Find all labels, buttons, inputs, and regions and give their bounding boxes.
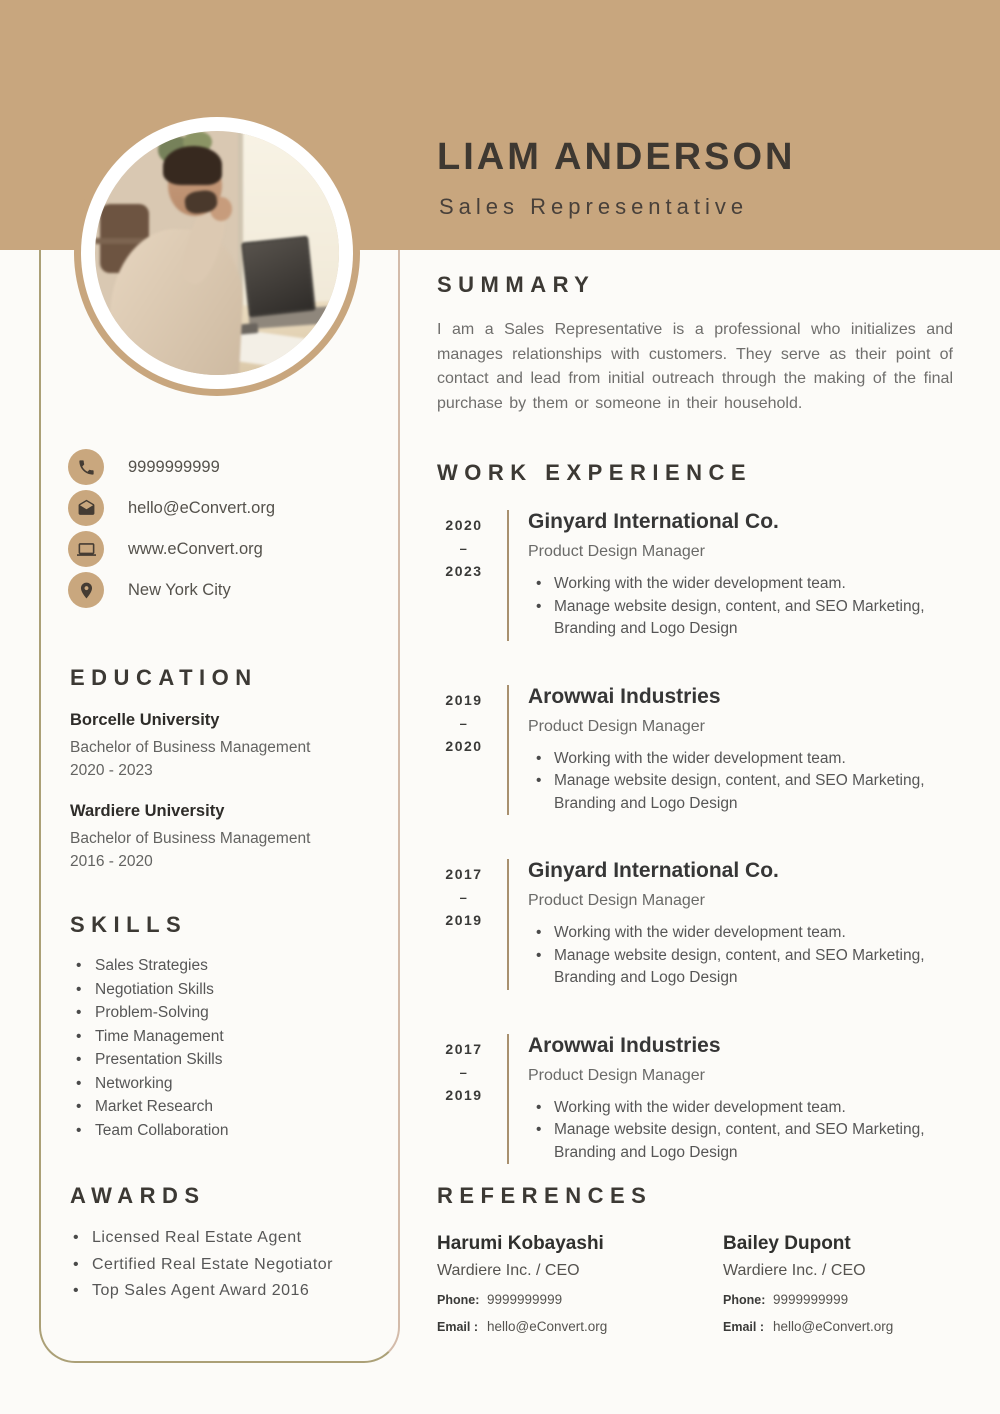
experience-entry — [437, 859, 953, 990]
skills-section — [70, 912, 370, 1142]
experience-body — [509, 859, 948, 990]
experience-date-dash: – — [459, 1064, 469, 1080]
reference-phone-row — [723, 1292, 1000, 1307]
reference-email-row — [723, 1319, 1000, 1334]
awards-heading: AWARDS — [70, 1183, 206, 1208]
phone-icon — [68, 449, 104, 485]
skill-item: • Presentation Skills — [70, 1048, 370, 1072]
awards-section — [70, 1183, 380, 1305]
experience-end-year: 2023 — [445, 563, 483, 579]
experience-date-dash: – — [459, 890, 469, 905]
reference-name: Bailey Dupont — [723, 1233, 851, 1254]
experience-body — [509, 1034, 948, 1165]
experience-bullet: • Manage website design, content, and SEO Marketing, Branding and Logo Design — [528, 945, 929, 990]
work-experience-heading: WORK EXPERIENCE — [437, 460, 753, 485]
contact-location-text: New York City — [128, 580, 231, 599]
reference-card — [437, 1233, 723, 1334]
reference-email-value: hello@eConvert.org — [773, 1319, 894, 1334]
experience-start-year: 2020 — [445, 517, 483, 533]
reference-name: Harumi Kobayashi — [437, 1233, 604, 1254]
experience-entry — [437, 1034, 953, 1165]
education-section — [70, 665, 370, 873]
references-section — [437, 1183, 953, 1334]
reference-email-row — [437, 1319, 723, 1334]
experience-bullet: • Working with the wider development team. — [528, 1097, 929, 1120]
reference-email-value: hello@eConvert.org — [487, 1319, 608, 1334]
experience-end-year: 2020 — [445, 737, 483, 754]
contact-website-text: www.eConvert.org — [128, 539, 263, 558]
experience-start-year: 2019 — [445, 691, 483, 708]
work-experience-entries — [437, 510, 953, 1164]
experience-bullet: • Manage website design, content, and SEO Marketing, Branding and Logo Design — [528, 596, 929, 641]
contact-row-phone — [68, 449, 275, 485]
experience-end-year: 2019 — [445, 1086, 483, 1103]
experience-bullet: • Working with the wider development team. — [528, 922, 929, 945]
experience-dates — [437, 1034, 491, 1165]
experience-bullets — [528, 922, 948, 990]
experience-bullet: • Working with the wider development team. — [528, 748, 929, 771]
education-entry — [70, 802, 370, 873]
reference-phone-value: 9999999999 — [773, 1292, 849, 1307]
skill-item: • Market Research — [70, 1095, 370, 1119]
contact-email-text: hello@eConvert.org — [128, 498, 275, 517]
school-years: 2020 - 2023 — [70, 762, 153, 779]
experience-role: Product Design Manager — [528, 717, 705, 735]
profile-photo-scene — [95, 131, 339, 375]
skills-list — [70, 954, 370, 1142]
skill-item: • Problem-Solving — [70, 1001, 370, 1025]
award-item: • Certified Real Estate Negotiator — [70, 1252, 380, 1279]
summary-heading: SUMMARY — [437, 272, 596, 297]
skill-item: • Negotiation Skills — [70, 978, 370, 1002]
experience-bullet: • Manage website design, content, and SEO Marketing, Branding and Logo Design — [528, 770, 929, 815]
email-icon — [68, 490, 104, 526]
person-job-title: Sales Representative — [439, 194, 749, 219]
education-heading: EDUCATION — [70, 665, 258, 690]
experience-bullets — [528, 1097, 948, 1165]
work-experience-section — [437, 460, 953, 1208]
reference-company-role: Wardiere Inc. / CEO — [437, 1262, 580, 1279]
school-name: Borcelle University — [70, 711, 220, 729]
education-entry — [70, 711, 370, 782]
experience-dates — [437, 685, 491, 816]
experience-entry — [437, 510, 953, 641]
experience-dates — [437, 859, 491, 990]
experience-bullet: • Manage website design, content, and SEO Marketing, Branding and Logo Design — [528, 1119, 929, 1164]
experience-company: Ginyard International Co. — [528, 510, 779, 533]
profile-photo — [95, 131, 339, 375]
experience-end-year: 2019 — [445, 912, 483, 928]
award-item: • Top Sales Agent Award 2016 — [70, 1278, 380, 1305]
experience-role: Product Design Manager — [528, 543, 705, 560]
experience-company: Ginyard International Co. — [528, 859, 779, 882]
reference-company-role: Wardiere Inc. / CEO — [723, 1262, 866, 1279]
experience-start-year: 2017 — [445, 866, 483, 882]
experience-date-dash: – — [459, 715, 469, 731]
reference-card — [723, 1233, 1000, 1334]
experience-date-dash: – — [459, 541, 469, 556]
school-years: 2016 - 2020 — [70, 853, 153, 870]
award-item: • Licensed Real Estate Agent — [70, 1225, 380, 1252]
contact-section — [68, 449, 275, 613]
experience-entry — [437, 685, 953, 816]
reference-phone-value: 9999999999 — [487, 1292, 563, 1307]
website-icon — [68, 531, 104, 567]
experience-role: Product Design Manager — [528, 1066, 705, 1084]
reference-phone-label: Phone: — [437, 1293, 480, 1307]
contact-row-location — [68, 572, 275, 608]
skills-heading: SKILLS — [70, 912, 188, 937]
references-heading: REFERENCES — [437, 1183, 653, 1208]
experience-bullet: • Working with the wider development team. — [528, 573, 929, 596]
summary-section — [437, 272, 953, 416]
profile-photo-frame — [74, 110, 360, 396]
experience-company: Arowwai Industries — [528, 1033, 721, 1057]
references-columns — [437, 1233, 953, 1334]
experience-start-year: 2017 — [445, 1040, 483, 1057]
skill-item: • Time Management — [70, 1025, 370, 1049]
experience-company: Arowwai Industries — [528, 684, 721, 708]
person-name: LIAM ANDERSON — [437, 136, 796, 178]
skill-item: • Networking — [70, 1072, 370, 1096]
awards-list — [70, 1225, 380, 1305]
location-icon — [68, 572, 104, 608]
reference-phone-row — [437, 1292, 723, 1307]
contact-phone-text: 9999999999 — [128, 457, 220, 476]
school-name: Wardiere University — [70, 802, 225, 820]
experience-bullets — [528, 748, 948, 816]
contact-row-email — [68, 490, 275, 526]
reference-phone-label: Phone: — [723, 1293, 766, 1307]
reference-email-label: Email : — [723, 1320, 764, 1334]
experience-bullets — [528, 573, 948, 641]
reference-email-label: Email : — [437, 1320, 478, 1334]
summary-text: I am a Sales Representative is a professional who initializes and manages relationships with customers. They serve as their point of contact and lead from initial outreach through the making of the final purchase by them or someone in their household. — [437, 321, 953, 412]
experience-body — [509, 685, 948, 816]
experience-role: Product Design Manager — [528, 892, 705, 909]
experience-body — [509, 510, 948, 641]
skill-item: • Sales Strategies — [70, 954, 370, 978]
school-degree: Bachelor of Business Management — [70, 830, 311, 847]
experience-dates — [437, 510, 491, 641]
school-degree: Bachelor of Business Management — [70, 739, 311, 756]
skill-item: • Team Collaboration — [70, 1119, 370, 1143]
contact-row-website — [68, 531, 275, 567]
